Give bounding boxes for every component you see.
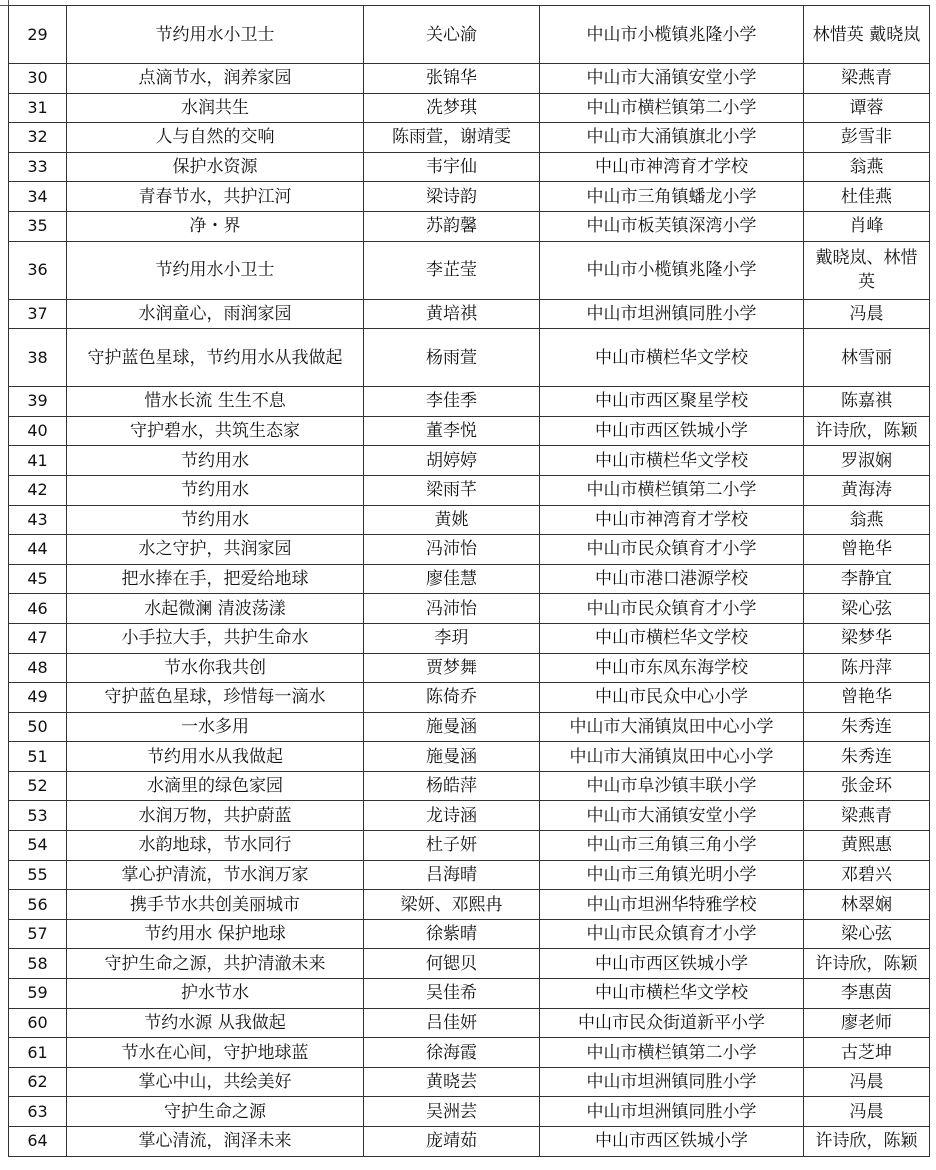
- entry-number-cell: 41: [9, 446, 67, 476]
- entry-number-cell: 35: [9, 211, 67, 241]
- entry-school-cell: 中山市民众中心小学: [540, 683, 804, 713]
- entry-number-cell: 60: [9, 1008, 67, 1038]
- entry-author-cell: 李佳季: [364, 387, 540, 417]
- entry-number-cell: 52: [9, 771, 67, 801]
- entry-teacher-cell: 罗淑娴: [804, 446, 930, 476]
- entry-title-cell: 节约用水: [67, 505, 364, 535]
- entry-title-cell: 节约用水 保护地球: [67, 919, 364, 949]
- entry-school-cell: 中山市民众镇育才小学: [540, 535, 804, 565]
- entry-number-cell: 48: [9, 653, 67, 683]
- entry-teacher-cell: 梁心弦: [804, 919, 930, 949]
- entry-school-cell: 中山市三角镇三角小学: [540, 831, 804, 861]
- entry-number-cell: 50: [9, 712, 67, 742]
- entry-number-cell: 43: [9, 505, 67, 535]
- entry-school-cell: 中山市大涌镇岚田中心小学: [540, 742, 804, 772]
- entry-school-cell: 中山市横栏华文学校: [540, 979, 804, 1009]
- entry-school-cell: 中山市板芙镇深湾小学: [540, 211, 804, 241]
- entry-school-cell: 中山市神湾育才学校: [540, 505, 804, 535]
- entry-teacher-cell: 林惜英 戴晓岚: [804, 6, 930, 64]
- entry-author-cell: 胡婷婷: [364, 446, 540, 476]
- entry-number-cell: 44: [9, 535, 67, 565]
- entry-title-cell: 把水捧在手，把爱给地球: [67, 564, 364, 594]
- table-row: [9, 446, 930, 476]
- entry-author-cell: 庞靖茹: [364, 1127, 540, 1157]
- table-row: [9, 416, 930, 446]
- table-row: [9, 623, 930, 653]
- entry-title-cell: 水润童心，雨润家园: [67, 299, 364, 329]
- entry-school-cell: 中山市神湾育才学校: [540, 152, 804, 182]
- entry-teacher-cell: 廖老师: [804, 1008, 930, 1038]
- table-row: [9, 211, 930, 241]
- entry-number-cell: 32: [9, 123, 67, 153]
- entry-author-cell: 吕佳妍: [364, 1008, 540, 1038]
- entry-title-cell: 水之守护，共润家园: [67, 535, 364, 565]
- entry-author-cell: 吴佳希: [364, 979, 540, 1009]
- entry-title-cell: 守护蓝色星球，珍惜每一滴水: [67, 683, 364, 713]
- entry-teacher-cell: 黄海涛: [804, 475, 930, 505]
- entry-school-cell: 中山市西区聚星学校: [540, 387, 804, 417]
- entry-title-cell: 水润万物，共护蔚蓝: [67, 801, 364, 831]
- entry-teacher-cell: 朱秀连: [804, 742, 930, 772]
- entry-title-cell: 守护碧水，共筑生态家: [67, 416, 364, 446]
- entry-teacher-cell: 冯晨: [804, 299, 930, 329]
- entry-author-cell: 黄姚: [364, 505, 540, 535]
- entry-author-cell: 施曼涵: [364, 742, 540, 772]
- entry-title-cell: 水润共生: [67, 93, 364, 123]
- entry-title-cell: 守护蓝色星球，节约用水从我做起: [67, 329, 364, 387]
- entry-school-cell: 中山市大涌镇安堂小学: [540, 801, 804, 831]
- entry-title-cell: 掌心中山，共绘美好: [67, 1067, 364, 1097]
- table-row: [9, 564, 930, 594]
- entry-author-cell: 冼梦琪: [364, 93, 540, 123]
- entry-number-cell: 46: [9, 594, 67, 624]
- entry-title-cell: 节约用水: [67, 446, 364, 476]
- entry-author-cell: 梁诗韵: [364, 182, 540, 212]
- entry-author-cell: 梁雨芊: [364, 475, 540, 505]
- entry-school-cell: 中山市西区铁城小学: [540, 416, 804, 446]
- entry-school-cell: 中山市横栏华文学校: [540, 623, 804, 653]
- entry-author-cell: 吕海晴: [364, 860, 540, 890]
- table-row: [9, 6, 930, 64]
- entry-school-cell: 中山市西区铁城小学: [540, 949, 804, 979]
- table-row: [9, 387, 930, 417]
- entry-teacher-cell: 古芝坤: [804, 1038, 930, 1068]
- entry-author-cell: 杨雨萱: [364, 329, 540, 387]
- entry-number-cell: 31: [9, 93, 67, 123]
- entry-title-cell: 护水节水: [67, 979, 364, 1009]
- entry-teacher-cell: 梁心弦: [804, 594, 930, 624]
- table-row: [9, 1067, 930, 1097]
- entry-teacher-cell: 张金环: [804, 771, 930, 801]
- entry-title-cell: 节约用水小卫士: [67, 6, 364, 64]
- entry-number-cell: 49: [9, 683, 67, 713]
- entry-school-cell: 中山市大涌镇安堂小学: [540, 64, 804, 94]
- entry-school-cell: 中山市阜沙镇丰联小学: [540, 771, 804, 801]
- entry-school-cell: 中山市三角镇蟠龙小学: [540, 182, 804, 212]
- entry-school-cell: 中山市民众镇育才小学: [540, 594, 804, 624]
- entry-author-cell: 杨皓萍: [364, 771, 540, 801]
- entry-author-cell: 徐海霞: [364, 1038, 540, 1068]
- entry-teacher-cell: 陈嘉祺: [804, 387, 930, 417]
- entry-number-cell: 61: [9, 1038, 67, 1068]
- table-row: [9, 919, 930, 949]
- table-row: [9, 594, 930, 624]
- entry-author-cell: 贾梦舞: [364, 653, 540, 683]
- table-row: [9, 152, 930, 182]
- entry-number-cell: 62: [9, 1067, 67, 1097]
- table-row: [9, 123, 930, 153]
- entry-title-cell: 净・界: [67, 211, 364, 241]
- entry-school-cell: 中山市坦洲镇同胜小学: [540, 1067, 804, 1097]
- entry-title-cell: 节水你我共创: [67, 653, 364, 683]
- entry-author-cell: 苏韵馨: [364, 211, 540, 241]
- entry-author-cell: 廖佳慧: [364, 564, 540, 594]
- entry-teacher-cell: 林翠娴: [804, 890, 930, 920]
- entry-number-cell: 38: [9, 329, 67, 387]
- entry-school-cell: 中山市横栏镇第二小学: [540, 1038, 804, 1068]
- entry-author-cell: 杜子妍: [364, 831, 540, 861]
- entry-number-cell: 64: [9, 1127, 67, 1157]
- entry-number-cell: 63: [9, 1097, 67, 1127]
- table-row: [9, 64, 930, 94]
- entry-school-cell: 中山市横栏华文学校: [540, 446, 804, 476]
- entry-author-cell: 冯沛怡: [364, 594, 540, 624]
- entry-school-cell: 中山市横栏镇第二小学: [540, 93, 804, 123]
- table-row: [9, 890, 930, 920]
- entry-teacher-cell: 许诗欣，陈颖: [804, 1127, 930, 1157]
- table-row: [9, 860, 930, 890]
- entry-teacher-cell: 谭蓉: [804, 93, 930, 123]
- entry-teacher-cell: 冯晨: [804, 1097, 930, 1127]
- table-row: [9, 683, 930, 713]
- entry-teacher-cell: 翁燕: [804, 505, 930, 535]
- entry-title-cell: 保护水资源: [67, 152, 364, 182]
- entry-author-cell: 关心渝: [364, 6, 540, 64]
- entry-author-cell: 冯沛怡: [364, 535, 540, 565]
- entry-teacher-cell: 许诗欣，陈颖: [804, 416, 930, 446]
- entry-title-cell: 点滴节水，润养家园: [67, 64, 364, 94]
- entry-school-cell: 中山市横栏镇第二小学: [540, 475, 804, 505]
- entry-teacher-cell: 邓碧兴: [804, 860, 930, 890]
- entry-number-cell: 51: [9, 742, 67, 772]
- entry-author-cell: 黄晓芸: [364, 1067, 540, 1097]
- entry-teacher-cell: 梁梦华: [804, 623, 930, 653]
- table-row: [9, 949, 930, 979]
- entry-author-cell: 张锦华: [364, 64, 540, 94]
- entry-title-cell: 节约用水: [67, 475, 364, 505]
- entry-title-cell: 节约水源 从我做起: [67, 1008, 364, 1038]
- entry-teacher-cell: 李静宜: [804, 564, 930, 594]
- table-row: [9, 831, 930, 861]
- entry-title-cell: 掌心护清流，节水润万家: [67, 860, 364, 890]
- entry-title-cell: 节约用水从我做起: [67, 742, 364, 772]
- entry-title-cell: 一水多用: [67, 712, 364, 742]
- entry-teacher-cell: 翁燕: [804, 152, 930, 182]
- entry-author-cell: 龙诗涵: [364, 801, 540, 831]
- entry-school-cell: 中山市东凤东海学校: [540, 653, 804, 683]
- entry-school-cell: 中山市坦洲华特雅学校: [540, 890, 804, 920]
- table-row: [9, 241, 930, 299]
- entry-author-cell: 何锶贝: [364, 949, 540, 979]
- entry-author-cell: 梁妍、邓熙冉: [364, 890, 540, 920]
- entry-number-cell: 37: [9, 299, 67, 329]
- entry-title-cell: 守护生命之源，共护清澈未来: [67, 949, 364, 979]
- entry-author-cell: 陈雨萱，谢靖雯: [364, 123, 540, 153]
- entry-author-cell: 陈倚乔: [364, 683, 540, 713]
- entry-teacher-cell: 彭雪非: [804, 123, 930, 153]
- entry-school-cell: 中山市大涌镇岚田中心小学: [540, 712, 804, 742]
- entry-author-cell: 韦宇仙: [364, 152, 540, 182]
- entry-title-cell: 小手拉大手，共护生命水: [67, 623, 364, 653]
- table-row: [9, 93, 930, 123]
- entry-number-cell: 54: [9, 831, 67, 861]
- entry-number-cell: 53: [9, 801, 67, 831]
- entry-author-cell: 吴洲芸: [364, 1097, 540, 1127]
- table-row: [9, 329, 930, 387]
- entry-number-cell: 57: [9, 919, 67, 949]
- table-row: [9, 475, 930, 505]
- entry-title-cell: 掌心清流，润泽未来: [67, 1127, 364, 1157]
- entry-teacher-cell: 曾艳华: [804, 683, 930, 713]
- entry-author-cell: 董李悦: [364, 416, 540, 446]
- award-list-table: [8, 5, 930, 1157]
- entry-teacher-cell: 许诗欣，陈颖: [804, 949, 930, 979]
- entry-number-cell: 33: [9, 152, 67, 182]
- entry-teacher-cell: 曾艳华: [804, 535, 930, 565]
- table-row: [9, 653, 930, 683]
- table-row: [9, 505, 930, 535]
- award-list-body: [9, 6, 930, 1157]
- table-row: [9, 1127, 930, 1157]
- table-row: [9, 1008, 930, 1038]
- table-row: [9, 801, 930, 831]
- table-row: [9, 742, 930, 772]
- entry-school-cell: 中山市西区铁城小学: [540, 1127, 804, 1157]
- entry-school-cell: 中山市横栏华文学校: [540, 329, 804, 387]
- entry-title-cell: 青春节水，共护江河: [67, 182, 364, 212]
- entry-title-cell: 节约用水小卫士: [67, 241, 364, 299]
- entry-teacher-cell: 梁燕青: [804, 64, 930, 94]
- entry-teacher-cell: 林雪丽: [804, 329, 930, 387]
- table-row: [9, 182, 930, 212]
- table-row: [9, 299, 930, 329]
- table-row: [9, 535, 930, 565]
- entry-author-cell: 黄培祺: [364, 299, 540, 329]
- entry-teacher-cell: 冯晨: [804, 1067, 930, 1097]
- entry-school-cell: 中山市坦洲镇同胜小学: [540, 1097, 804, 1127]
- entry-number-cell: 59: [9, 979, 67, 1009]
- entry-number-cell: 56: [9, 890, 67, 920]
- entry-title-cell: 水韵地球，节水同行: [67, 831, 364, 861]
- entry-title-cell: 惜水长流 生生不息: [67, 387, 364, 417]
- entry-school-cell: 中山市小榄镇兆隆小学: [540, 241, 804, 299]
- entry-school-cell: 中山市港口港源学校: [540, 564, 804, 594]
- entry-author-cell: 施曼涵: [364, 712, 540, 742]
- entry-number-cell: 40: [9, 416, 67, 446]
- entry-title-cell: 人与自然的交响: [67, 123, 364, 153]
- entry-school-cell: 中山市坦洲镇同胜小学: [540, 299, 804, 329]
- entry-number-cell: 42: [9, 475, 67, 505]
- entry-school-cell: 中山市民众镇育才小学: [540, 919, 804, 949]
- entry-author-cell: 李芷莹: [364, 241, 540, 299]
- entry-title-cell: 水滴里的绿色家园: [67, 771, 364, 801]
- table-row: [9, 979, 930, 1009]
- entry-title-cell: 携手节水共创美丽城市: [67, 890, 364, 920]
- entry-teacher-cell: 杜佳燕: [804, 182, 930, 212]
- entry-teacher-cell: 梁燕青: [804, 801, 930, 831]
- entry-number-cell: 55: [9, 860, 67, 890]
- entry-number-cell: 58: [9, 949, 67, 979]
- entry-teacher-cell: 肖峰: [804, 211, 930, 241]
- entry-teacher-cell: 陈丹萍: [804, 653, 930, 683]
- entry-title-cell: 水起微澜 清波荡漾: [67, 594, 364, 624]
- entry-author-cell: 徐紫晴: [364, 919, 540, 949]
- entry-number-cell: 29: [9, 6, 67, 64]
- entry-teacher-cell: 朱秀连: [804, 712, 930, 742]
- entry-number-cell: 36: [9, 241, 67, 299]
- table-row: [9, 1038, 930, 1068]
- entry-title-cell: 守护生命之源: [67, 1097, 364, 1127]
- entry-number-cell: 45: [9, 564, 67, 594]
- entry-teacher-cell: 戴晓岚、林惜英: [804, 241, 930, 299]
- entry-number-cell: 30: [9, 64, 67, 94]
- entry-title-cell: 节水在心间，守护地球蓝: [67, 1038, 364, 1068]
- entry-teacher-cell: 黄熙惠: [804, 831, 930, 861]
- table-row: [9, 771, 930, 801]
- table-row: [9, 712, 930, 742]
- entry-school-cell: 中山市民众街道新平小学: [540, 1008, 804, 1038]
- entry-author-cell: 李玥: [364, 623, 540, 653]
- entry-school-cell: 中山市小榄镇兆隆小学: [540, 6, 804, 64]
- entry-number-cell: 34: [9, 182, 67, 212]
- entry-number-cell: 39: [9, 387, 67, 417]
- entry-number-cell: 47: [9, 623, 67, 653]
- table-row: [9, 1097, 930, 1127]
- entry-teacher-cell: 李惠茵: [804, 979, 930, 1009]
- entry-school-cell: 中山市三角镇光明小学: [540, 860, 804, 890]
- entry-school-cell: 中山市大涌镇旗北小学: [540, 123, 804, 153]
